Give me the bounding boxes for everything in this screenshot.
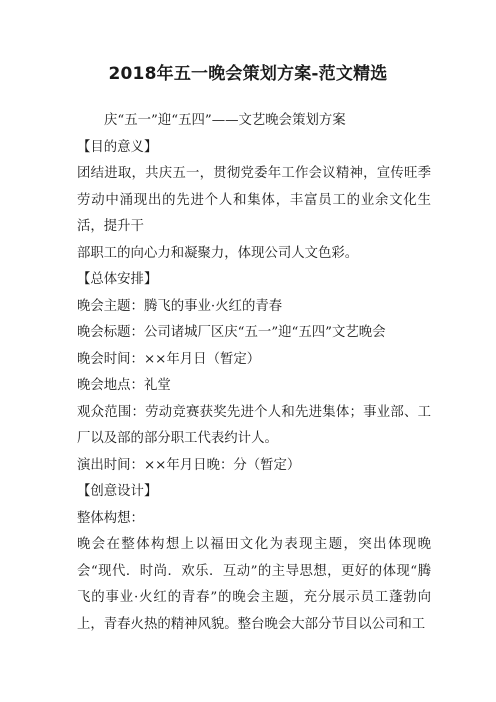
info-audience: 观众范围：劳动竞赛获奖先进个人和先进集体；事业部、工厂以及部的部分职工代表约计人。 <box>77 404 431 446</box>
info-title: 晚会标题：公司诸城厂区庆“五一”迎“五四”文艺晚会 <box>77 325 386 340</box>
paragraph-purpose: 团结进取，共庆五一，贯彻党委年工作会议精神，宣传旺季劳动中涌现出的先进个人和集体，丰富员工的业余文化生活，提升干 <box>77 166 431 234</box>
info-theme: 晚会主题：腾飞的事业·火红的青春 <box>77 298 283 314</box>
paragraph-purpose-cont: 部职工的向心力和凝聚力，体现公司人文色彩。 <box>77 245 359 261</box>
section-heading-creative: 【创意设计】 <box>77 484 158 499</box>
info-venue: 晚会地点：礼堂 <box>77 378 171 393</box>
document-title: 2018年五一晚会策划方案-范文精选 <box>108 64 388 84</box>
subheading-concept: 整体构想： <box>77 510 144 526</box>
info-date: 晚会时间：××年月日（暂定） <box>77 351 261 367</box>
paragraph-concept: 晚会在整体构想上以福田文化为表现主题，突出体现晚会“现代．时尚．欢乐．互动”的主导思想，更好的体现“腾飞的事业·火红的青春”的晚会主题，充分展示员工蓬勃向上，青春火热的精神风貌。整台晚会大部分节目以公司和工 <box>77 537 431 632</box>
section-heading-purpose: 【目的意义】 <box>77 139 158 155</box>
info-showtime: 演出时间：××年月日晚：分（暂定） <box>77 457 301 473</box>
section-heading-arrangement: 【总体安排】 <box>77 272 158 287</box>
subtitle-line: 庆“五一”迎“五四”——文艺晚会策划方案 <box>104 113 346 128</box>
document-body <box>77 108 431 638</box>
